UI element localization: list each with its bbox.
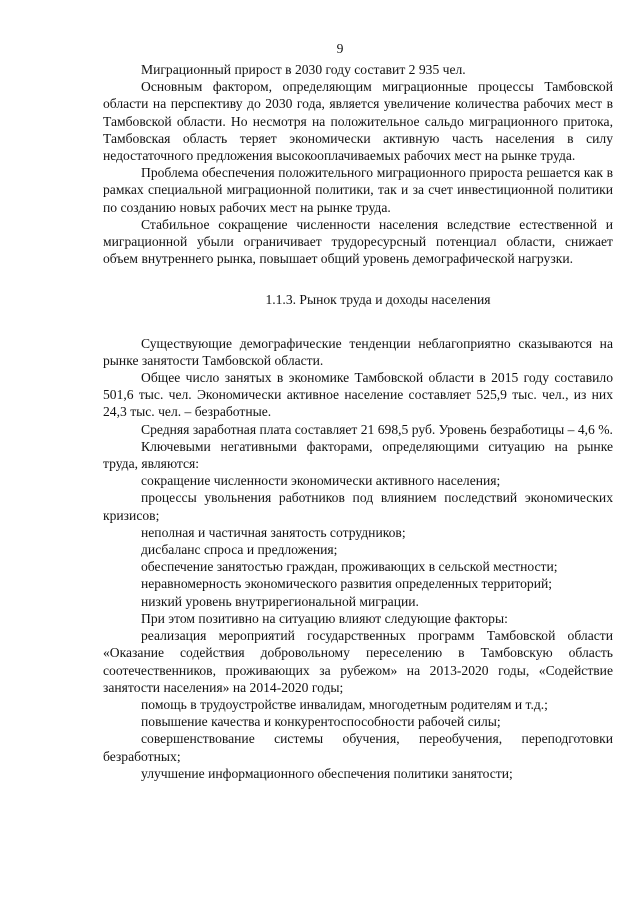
paragraph: Миграционный прирост в 2030 году составит 2 935 чел. [141,62,466,77]
paragraph: Существующие демографические тенденции неблагоприятно сказываются на рынке занятости Тамбовской области. [103,335,613,368]
list-item: дисбаланс спроса и предложения; [141,542,338,558]
page-content [103,61,613,782]
paragraph: Средняя заработная плата составляет 21 698,5 руб. Уровень безработицы – 4,6 %. [141,421,613,437]
list-item: помощь в трудоустройстве инвалидам, многодетным родителям и т.д.; [141,696,548,712]
list-item: неполная и частичная занятость сотрудников; [141,524,406,540]
paragraph: Стабильное сокращение численности населения вследствие естественной и миграционной убыли ограничивает трудоресурсный потенциал области, снижает объем внутреннего рынка, повышает общий уровень демографической нагрузки. [103,216,613,267]
paragraph: При этом позитивно на ситуацию влияют следующие факторы: [141,610,508,626]
section-heading: 1.1.3. Рынок труда и доходы населения [265,292,491,308]
list-item: совершенствование системы обучения, переобучения, переподготовки безработных; [103,731,613,764]
list-item: низкий уровень внутрирегиональной миграции. [141,593,419,609]
paragraph: Основным фактором, определяющим миграционные процессы Тамбовской области на перспективу до 2030 года, является увеличение количества рабочих мест в Тамбовской области. Но несмотря на положительное сальдо миграционного притока, Тамбовская область теряет экономически активную часть населения в силу недостаточного предложения высокооплачиваемых рабочих мест на рынке труда. [103,79,613,164]
list-item: улучшение информационного обеспечения политики занятости; [141,765,513,781]
list-item: сокращение численности экономически активного населения; [141,473,501,489]
paragraph: Общее число занятых в экономике Тамбовской области в 2015 году составило 501,6 тыс. чел. Экономически активное население составляет 525,9 тыс. чел., из них 24,3 тыс. чел. – безработные. [103,370,613,420]
paragraph: Ключевыми негативными факторами, определяющими ситуацию на рынке труда, являются: [103,438,613,472]
list-item: повышение качества и конкурентоспособности рабочей силы; [141,714,501,730]
list-item: реализация мероприятий государственных программ Тамбовской области «Оказание содействия добровольному переселению в Тамбовскую область соотечественников, проживающих за рубежом» на 2013-2020 годы, «Содействие занятости населения» на 2014-2020 годы; [103,628,613,695]
list-item: обеспечение занятостью граждан, проживающих в сельской местности; [141,559,558,575]
list-item: неравномерность экономического развития определенных территорий; [141,576,553,592]
paragraph: Проблема обеспечения положительного миграционного прироста решается как в рамках специальной миграционной политики, так и за счет инвестиционной политики по созданию новых рабочих мест на рынке труда. [103,165,613,215]
list-item: процессы увольнения работников под влиянием последствий экономических кризисов; [103,490,613,523]
page-number: 9 [336,41,344,56]
